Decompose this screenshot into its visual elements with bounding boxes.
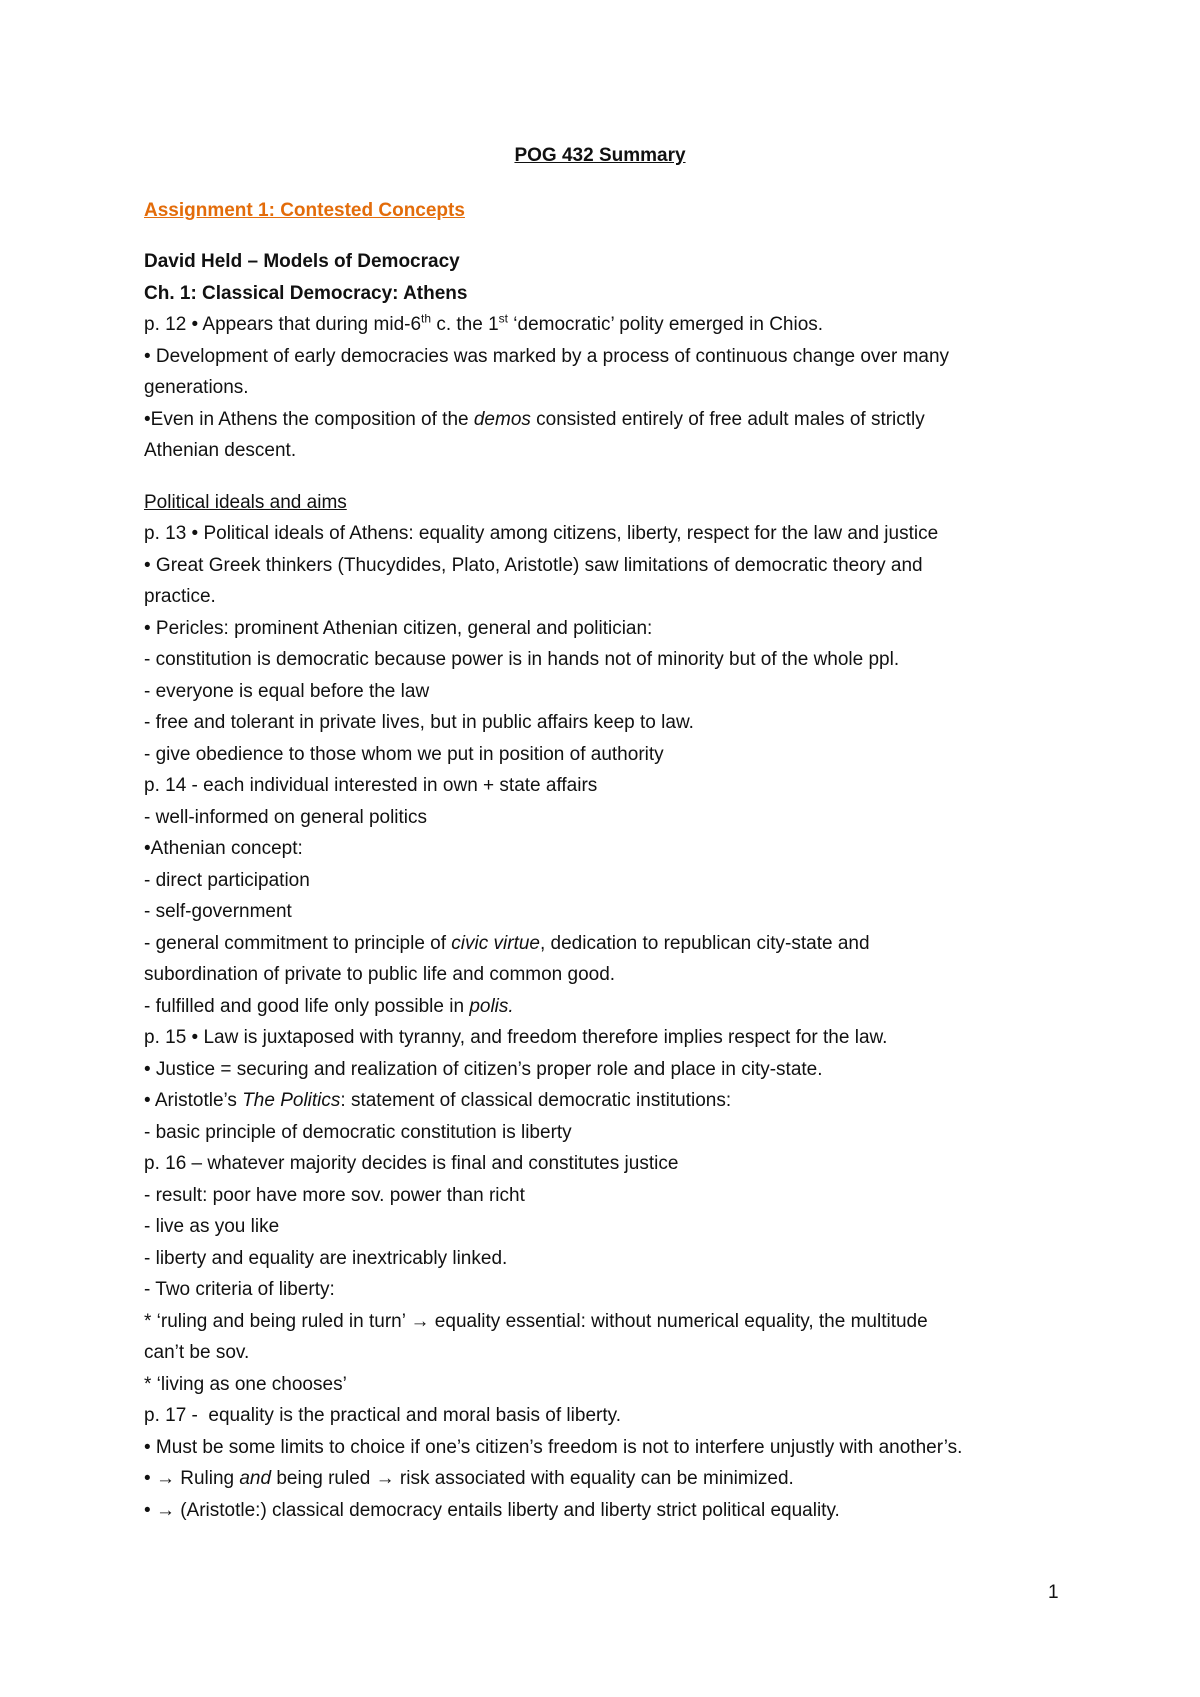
body-line: • Must be some limits to choice if one’s citizen’s freedom is not to interfere unjustly with another’s. (144, 1436, 963, 1458)
body-line (144, 1306, 1064, 1338)
text-span: - general commitment to principle of (144, 932, 452, 954)
body-line (144, 1495, 1064, 1527)
chapter-heading: Ch. 1: Classical Democracy: Athens (144, 282, 468, 304)
document-title: POG 432 Summary (514, 145, 686, 166)
text-span: p. 12 • Appears that during mid-6 (144, 314, 422, 335)
body-line: • Great Greek thinkers (Thucydides, Plato, Aristotle) saw limitations of democratic theory and (144, 554, 923, 576)
emphasis-text: and (239, 1468, 272, 1489)
text-span: , dedication to republican city-state and (539, 932, 870, 954)
intro-line: Athenian descent. (144, 440, 297, 461)
emphasis-text: The Politics (242, 1090, 341, 1111)
body-line (144, 1085, 1064, 1117)
body-line: p. 15 • Law is juxtaposed with tyranny, and freedom therefore implies respect for the law. (144, 1027, 888, 1048)
arrow-right-icon: → (155, 1468, 175, 1489)
body-line: can’t be sov. (144, 1342, 250, 1363)
body-line: p. 17 - equality is the practical and moral basis of liberty. (144, 1405, 621, 1426)
arrow-right-icon: → (375, 1468, 395, 1489)
intro-line (144, 309, 1064, 341)
text-span: Ruling (174, 1468, 240, 1489)
text-span: * ‘ruling and being ruled in turn’ (144, 1310, 411, 1332)
text-span: consisted entirely of free adult males of strictly (530, 408, 925, 430)
text-span: : statement of classical democratic institutions: (340, 1090, 732, 1111)
body-line: - result: poor have more sov. power than richt (144, 1184, 525, 1206)
emphasis-text: polis. (469, 995, 514, 1017)
body-line: p. 14 - each individual interested in own + state affairs (144, 775, 598, 796)
text-span: • (144, 1468, 156, 1489)
body-line: - basic principle of democratic constitution is liberty (144, 1121, 572, 1143)
intro-line: generations. (144, 377, 249, 398)
text-span: c. the 1 (431, 314, 499, 335)
body-line: - self-government (144, 901, 292, 922)
intro-line: • Development of early democracies was marked by a process of continuous change over many (144, 345, 950, 367)
text-span: •Even in Athens the composition of the (144, 408, 474, 430)
superscript: th (421, 311, 432, 326)
text-span: - fulfilled and good life only possible in (144, 995, 470, 1017)
superscript: st (498, 311, 509, 326)
body-line: subordination of private to public life and common good. (144, 964, 616, 985)
arrow-right-icon: → (155, 1499, 175, 1521)
text-span: risk associated with equality can be minimized. (394, 1468, 794, 1489)
source-heading: David Held – Models of Democracy (144, 251, 460, 272)
body-line: practice. (144, 586, 216, 607)
body-line: - everyone is equal before the law (144, 680, 430, 702)
page-number: 1 (1048, 1582, 1059, 1603)
body-line: - live as you like (144, 1216, 280, 1237)
body-line: p. 16 – whatever majority decides is final and constitutes justice (144, 1153, 679, 1174)
arrow-right-icon: → (410, 1310, 430, 1332)
body-line: •Athenian concept: (144, 838, 303, 859)
body-line: p. 13 • Political ideals of Athens: equality among citizens, liberty, respect for the law and justice (144, 523, 939, 544)
section-heading: Political ideals and aims (144, 491, 347, 513)
emphasis-text: demos (473, 408, 531, 430)
body-line: - give obedience to those whom we put in position of authority (144, 743, 664, 765)
assignment-heading: Assignment 1: Contested Concepts (144, 200, 465, 221)
text-span: equality essential: without numerical equality, the multitude (429, 1310, 928, 1332)
body-line: • Justice = securing and realization of citizen’s proper role and place in city-state. (144, 1058, 823, 1080)
body-line: * ‘living as one chooses’ (144, 1373, 347, 1395)
body-line: • Pericles: prominent Athenian citizen, general and politician: (144, 617, 653, 639)
body-line: - Two criteria of liberty: (144, 1279, 335, 1300)
text-span: ‘democratic’ polity emerged in Chios. (508, 314, 824, 335)
intro-line (144, 404, 1064, 436)
emphasis-text: civic virtue (451, 932, 540, 954)
body-line: - constitution is democratic because power is in hands not of minority but of the whole ppl. (144, 649, 900, 670)
document-body (144, 195, 1064, 1526)
section-gap (144, 467, 1064, 487)
text-span: (Aristotle:) classical democracy entails liberty and liberty strict political equality. (174, 1499, 840, 1521)
body-line: - well-informed on general politics (144, 806, 428, 828)
text-span: being ruled (271, 1468, 376, 1489)
body-line (144, 991, 1064, 1023)
body-line: - free and tolerant in private lives, but in public affairs keep to law. (144, 712, 694, 733)
body-line: - liberty and equality are inextricably linked. (144, 1247, 508, 1269)
text-span: • Aristotle’s (144, 1090, 243, 1111)
body-line (144, 1463, 1064, 1495)
body-line: - direct participation (144, 869, 310, 891)
text-span: • (144, 1499, 156, 1521)
body-line (144, 928, 1064, 960)
